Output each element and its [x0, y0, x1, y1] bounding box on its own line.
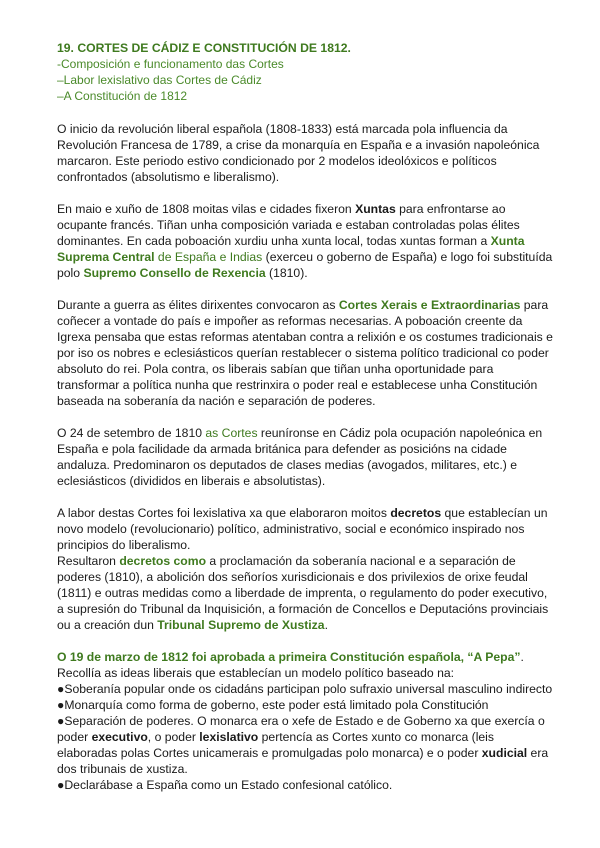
subtitle-composition: -Composición e funcionamento das Cortes	[57, 57, 284, 71]
text: .	[324, 618, 328, 632]
text: era dos tribunais de xustiza.	[57, 746, 549, 776]
text: Durante a guerra as élites dirixentes convocaron as	[57, 298, 339, 312]
document-title: 19. CORTES DE CÁDIZ E CONSTITUCIÓN DE 1812.	[57, 41, 351, 55]
text: A labor destas Cortes foi lexislativa xa que elaboraron moitos	[57, 506, 391, 520]
keyword-xunta-suprema: Xunta Suprema Central	[57, 234, 525, 264]
text: para coñecer a vontade do país e impoñer as reformas necesarias. A poboación creente da Igrexa pensaba que estas reformas atentaban contra a relixión e os costumes tradicionais e por iso os nobres e eclesiásticos querían restablecer o sistema político tradicional co poder absoluto do rei. Pola contra, os liberais sabían que tiñan unha oportunidade para transformar a política nunha que restrinxira o poder real e establecese unha Constitución baseada na soberanía da nación e separación de poderes.	[57, 298, 553, 408]
paragraph-cortes-xerais	[57, 297, 557, 409]
paragraph-intro: O inicio da revolución liberal española (1808-1833) está marcada pola influencia da Revolución Francesa de 1789, a crise da monarquía en España e a invasión napoleónica marcaron. Este periodo estivo condicionado por 2 modelos ideolóxicos e políticos confrontados (absolutismo e liberalismo).	[57, 122, 540, 184]
bullet-estado-confesional: ●Declarábase a España como un Estado confesional católico.	[57, 778, 393, 792]
text: reuníronse en Cádiz pola ocupación napoleónica en España e pola facilidade da armada británica para defender as posicións na cidade andaluza. Predominaron os deputados de clases medias (avogados, militares, etc.) e eclesiásticos (divididos en liberais e absolutistas).	[57, 426, 543, 488]
keyword-decretos-como: decretos como	[119, 554, 207, 568]
bullet-soberania: ●Soberanía popular onde os cidadáns participan polo sufraxio universal masculino indirecto	[57, 682, 553, 696]
keyword-constitucion-1812: O 19 de marzo de 1812 foi aprobada a primeira Constitución española, “A Pepa”	[57, 650, 521, 664]
keyword-espana-indias: de España e Indias	[154, 250, 263, 264]
bullet-monarquia: ●Monarquía como forma de goberno, este poder está limitado pola Constitución	[57, 698, 489, 712]
text: para enfrontarse ao ocupante francés. Tiñan unha composición variada e estaban controladas polas élites dominantes. En cada poboación xurdiu unha xunta local, todas xuntas forman a	[57, 202, 520, 248]
text: (1810).	[265, 266, 308, 280]
text: pertencía as Cortes xunto co monarca (leis elaboradas polas Cortes unicamerais e promulgadas polo monarca) e o poder	[57, 730, 494, 760]
text: a proclamación da soberanía nacional e a separación de poderes (1810), a abolición dos señoríos xurisdicionais e dos privilexios de orixe feudal (1811) e outras medidas como a liberdade de imprenta, o regulamento do poder executivo, a supresión do Tribunal da Inquisición, a formación de Concellos e Deputacións provinciais ou a creación dun	[57, 554, 549, 632]
text: Recollía as ideas liberais que establecían un modelo político baseado na:	[57, 666, 455, 680]
keyword-cortes-xerais: Cortes Xerais e Extraordinarias	[338, 298, 521, 312]
keyword-tribunal-supremo: Tribunal Supremo de Xustiza	[157, 618, 325, 632]
document-page	[57, 40, 557, 793]
keyword-as-cortes: as Cortes	[205, 426, 258, 440]
keyword-executivo: executivo	[91, 730, 148, 744]
heading-block	[57, 40, 557, 104]
keyword-decretos: decretos	[390, 506, 442, 520]
text: O 24 de setembro de 1810	[57, 426, 206, 440]
paragraph-labor-lexislativa	[57, 505, 557, 633]
keyword-lexislativo: lexislativo	[199, 730, 259, 744]
text: , o poder	[147, 730, 200, 744]
paragraph-xuntas	[57, 201, 557, 281]
keyword-consello-rexencia: Supremo Consello de Rexencia	[83, 266, 266, 280]
keyword-xudicial: xudicial	[481, 746, 528, 760]
subtitle-labor: –Labor lexislativo das Cortes de Cádiz	[57, 73, 262, 87]
paragraph-constitucion	[57, 649, 557, 793]
text: que establecían un novo modelo (revolucionario) político, administrativo, social e económico inspirado nos principios do liberalismo.	[57, 506, 548, 552]
bullet-separacion-text: ●Separación de poderes. O monarca era o xefe de Estado e de Goberno xa que exercía o poder	[57, 714, 545, 744]
keyword-xuntas: Xuntas	[355, 202, 396, 216]
paragraph-cortes-cadiz	[57, 425, 557, 489]
text: Resultaron	[57, 554, 120, 568]
subtitle-constitution: –A Constitución de 1812	[57, 89, 188, 103]
text: En maio e xuño de 1808 moitas vilas e cidades fixeron	[57, 202, 356, 216]
text: (exerceu o goberno de España) e logo foi substituída polo	[57, 250, 553, 280]
text: .	[520, 650, 524, 664]
